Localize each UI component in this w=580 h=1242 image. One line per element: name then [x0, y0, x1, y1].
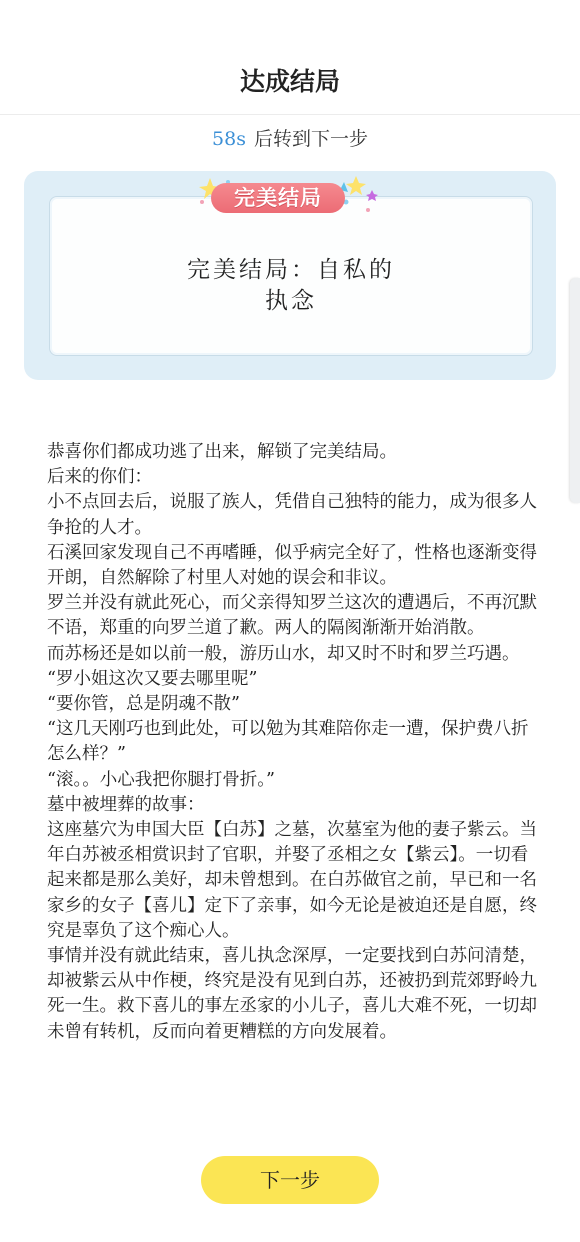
- perfect-ending-badge: 完美结局: [211, 183, 345, 213]
- header-bar: [0, 0, 580, 115]
- story-paragraph: “这几天刚巧也到此处，可以勉为其难陪你走一遭，保护费八折怎么样？”: [47, 719, 529, 765]
- story-paragraph: “要你管，总是阴魂不散”: [47, 694, 240, 715]
- next-step-button[interactable]: 下一步: [201, 1156, 379, 1204]
- side-scroll-handle[interactable]: [570, 278, 580, 503]
- countdown-suffix: 后转到下一步: [253, 128, 368, 150]
- story-paragraph: “滚。。小心我把你腿打骨折。”: [47, 769, 275, 790]
- ending-name-line2: 执念: [265, 288, 317, 314]
- story-paragraph: “罗小姐这次又要去哪里呢”: [47, 668, 258, 689]
- countdown-text: [0, 124, 580, 151]
- story-paragraph: 恭喜你们都成功逃了出来，解锁了完美结局。: [47, 442, 397, 462]
- story-paragraph: 小不点回去后，说服了族人，凭借自己独特的能力，成为很多人争抢的人才。: [47, 492, 537, 538]
- story-paragraph: 而苏杨还是如以前一般，游历山水，却又时不时和罗兰巧遇。: [47, 643, 520, 664]
- story-paragraph: 事情并没有就此结束，喜儿执念深厚，一定要找到白苏问清楚，却被紫云从中作梗，终究是没有见到白苏，还被扔到荒郊野岭九死一生。救下喜儿的事左丞家的小儿子，喜儿大难不死，一切却未曾有转机，反而向着更糟糕的方向发展着。: [47, 946, 537, 1042]
- story-text: [47, 440, 539, 1045]
- ending-name: [110, 255, 472, 317]
- story-paragraph: 石溪回家发现自己不再嗜睡，似乎病完全好了，性格也逐渐变得开朗，自然解除了村里人对她的误会和非议。: [47, 542, 537, 589]
- story-paragraph: 罗兰并没有就此死心，而父亲得知罗兰这次的遭遇后，不再沉默不语，郑重的向罗兰道了歉。两人的隔阂渐渐开始消散。: [47, 593, 537, 639]
- page-title: 达成结局: [239, 67, 340, 96]
- ending-name-line1: 完美结局：自私的: [187, 257, 395, 283]
- story-paragraph: 后来的你们：: [47, 467, 152, 488]
- ending-inner-frame: [49, 196, 533, 356]
- story-paragraph: 墓中被埋葬的故事：: [47, 794, 205, 815]
- story-paragraph: 这座墓穴为申国大臣【白苏】之墓，次墓室为他的妻子紫云。当年白苏被丞相赏识封了官职，并娶了丞相之女【紫云】。一切看起来都是那么美好，却未曾想到。在白苏做官之前，早已和一名家乡的女子【喜儿】定下了亲事，如今无论是被迫还是自愿，终究是辜负了这个痴心人。: [47, 820, 537, 941]
- countdown-seconds: 58s: [212, 128, 246, 150]
